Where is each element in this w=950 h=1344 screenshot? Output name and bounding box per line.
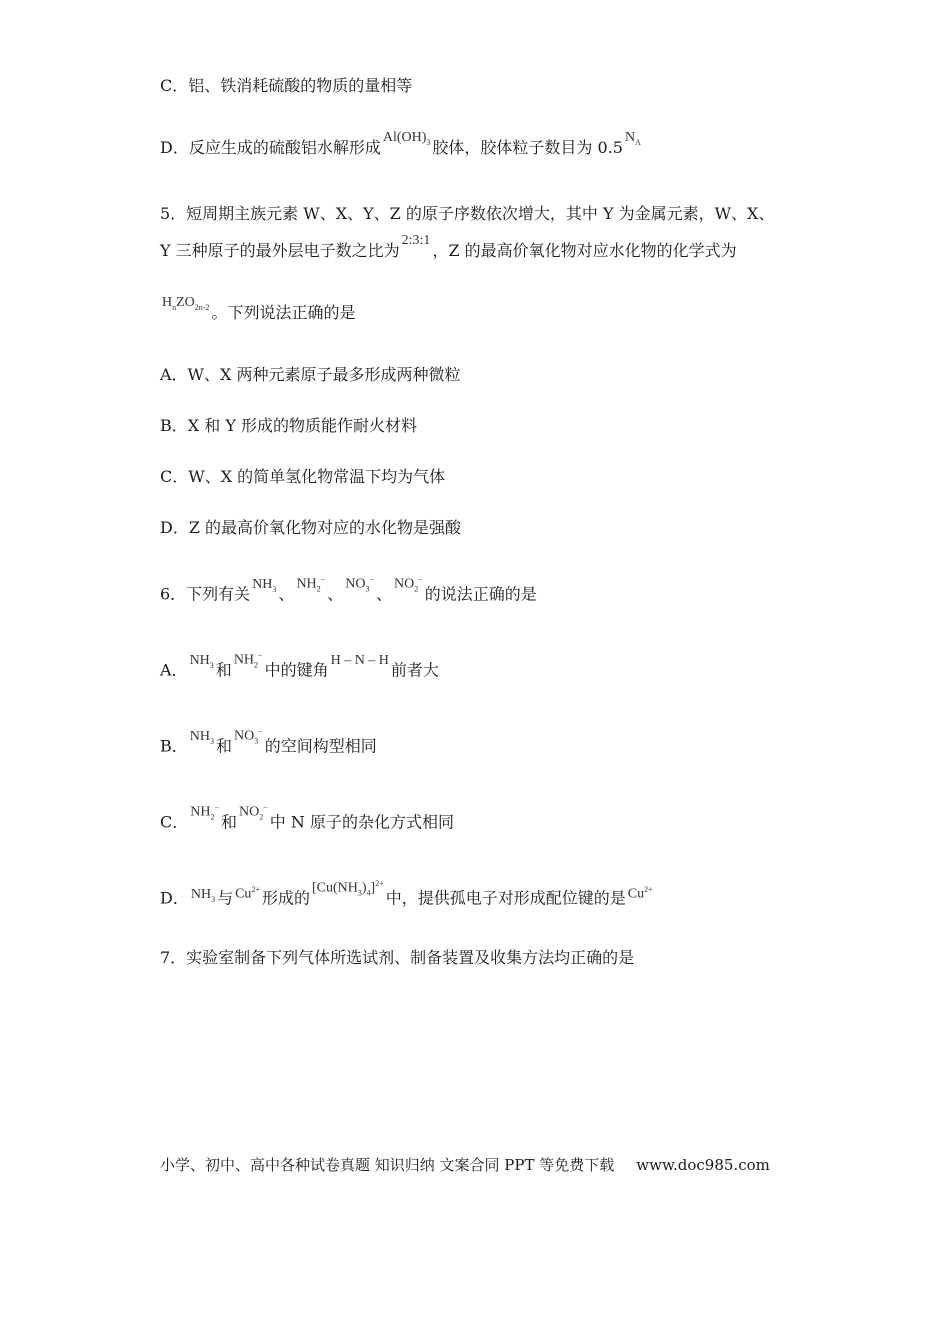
q5-stem-line3 [160,295,356,331]
q5-stem-line2-b: ，Z 的最高价氧化物对应水化物的化学式为 [432,241,737,260]
q4-option-d-text-a: D．反应生成的硫酸铝水解形成 [160,138,381,157]
conjunction: 和 [216,736,233,756]
formula-cu2plus: $Cu^{2+}$ [627,885,653,902]
conjunction: 和 [221,812,238,832]
formula-no2-minus: $NO_2^-$ [239,803,268,822]
formula-nh2-minus: $NH_2^-$ [190,803,219,822]
q6-option-b [160,727,377,764]
separator: 、 [327,584,344,604]
formula-cu2plus: $Cu^{2+}$ [235,885,260,902]
q6-option-c-end: 中 N 原子的杂化方式相同 [269,812,454,832]
q5-option-a: A．W、X 两种元素原子最多形成两种微粒 [160,365,461,384]
q4-formula-aloh3: $Al(OH)_3$ [382,130,431,147]
q6-stem [160,575,537,612]
q5-stem-line3-b: 。下列说法正确的是 [211,303,356,322]
conjunction: 与 [217,888,234,908]
q4-option-c: C．铝、铁消耗硫酸的物质的量相等 [160,76,413,95]
q4-option-d-text-b: 胶体，胶体粒子数目为 0.5 [432,138,623,157]
q4-avogadro-symbol: $N_A$ [624,130,641,147]
q6-option-a-end: 前者大 [390,660,439,680]
q6-option-b-end: 的空间构型相同 [264,736,377,756]
formula-nh3: $NH_3$ [189,728,214,746]
q6-option-a [160,651,439,688]
formula-no3-minus: $NO_3^-$ [234,727,263,746]
page-footer [160,1155,770,1175]
separator: 、 [375,584,392,604]
formula-nh3: $NH_3$ [252,576,277,594]
q5-stem-line2 [160,233,737,264]
formula-nh3: $NH_3$ [189,652,214,670]
conjunction: 和 [215,660,232,680]
q5-ratio: 2:3:1 [401,233,431,248]
footer-text: 小学、初中、高中各种试卷真题 知识归纳 文案合同 PPT 等免费下载 [160,1156,615,1174]
bond-angle-hnh: H – N – H [330,652,389,668]
formula-no2-minus: $NO_2^-$ [393,575,423,594]
q4-option-d [160,130,643,166]
q6-option-d-formed: 形成的 [261,888,310,908]
q6-stem-b: 的说法正确的是 [424,584,537,604]
q5-option-d: D．Z 的最高价氧化物对应的水化物是强酸 [160,518,462,537]
separator: 、 [278,584,295,604]
q6-option-c [160,803,454,840]
formula-copper-ammine-complex: $[Cu(NH_3)_4]^{2+}$ [311,879,384,898]
q5-formula-hnzo: $H_nZO_{2n-2}$ [162,295,210,312]
option-label: D． [160,888,189,908]
q6-option-a-mid: 中的键角 [264,660,329,680]
formula-nh2-minus: $NH_2^-$ [296,575,326,594]
q5-option-b: B．X 和 Y 形成的物质能作耐火材料 [160,416,417,435]
q5-stem-line1: 5．短周期主族元素 W、X、Y、Z 的原子序数依次增大，其中 Y 为金属元素，W、X、 [160,204,775,223]
option-label: A． [160,660,188,680]
q5-stem-line2-a: Y 三种原子的最外层电子数之比为 [160,241,400,260]
q7-stem: 7．实验室制备下列气体所选试剂、制备装置及收集方法均正确的是 [160,948,635,967]
formula-no3-minus: $NO_3^-$ [345,575,374,594]
footer-url: www.doc985.com [636,1156,770,1174]
q6-option-d [160,879,655,916]
formula-nh3: $NH_3$ [190,886,216,904]
q5-option-c: C．W、X 的简单氢化物常温下均为气体 [160,467,446,486]
formula-nh2-minus: $NH_2^-$ [233,651,263,670]
option-label: B． [160,736,188,756]
q6-option-d-end: 中，提供孤电子对形成配位键的是 [385,888,626,908]
option-label: C． [160,812,189,832]
q6-stem-a: 6．下列有关 [160,584,251,604]
